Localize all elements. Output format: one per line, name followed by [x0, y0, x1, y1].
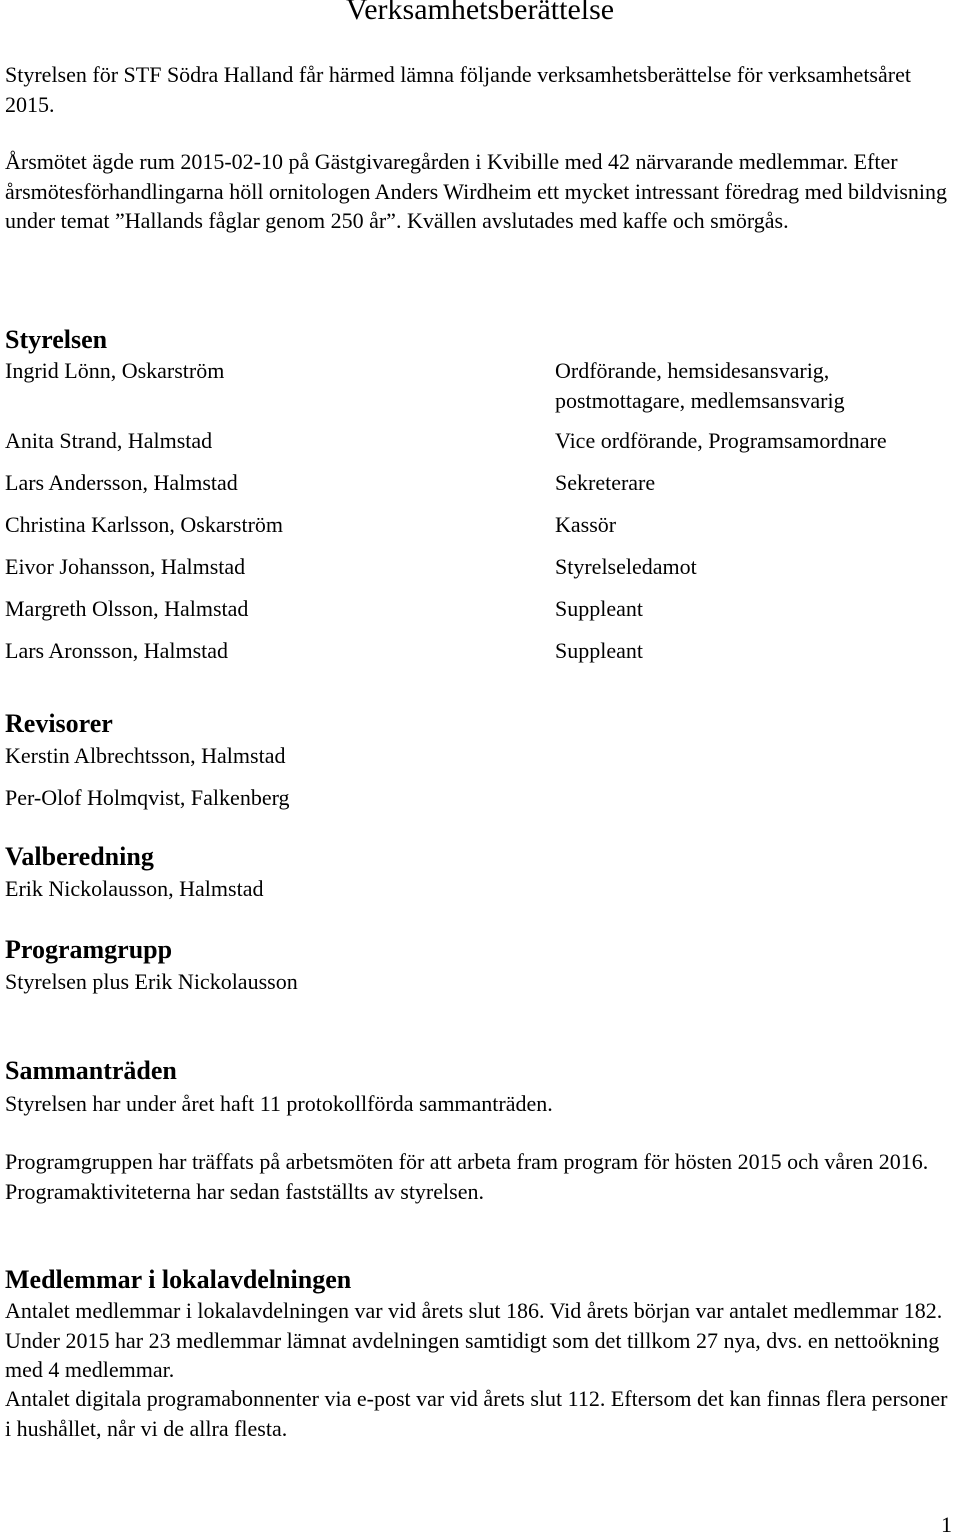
board-member-role: Styrelseledamot — [555, 554, 697, 579]
auditors-heading: Revisorer — [5, 709, 113, 738]
board-member-name: Lars Andersson, Halmstad — [5, 470, 238, 495]
program-group-heading: Programgrupp — [5, 935, 173, 964]
page-number: 1 — [941, 1512, 952, 1537]
board-member-name: Christina Karlsson, Oskarström — [5, 512, 284, 537]
meetings-paragraph-2: Programgruppen har träffats på arbetsmöten för att arbeta fram program för hösten 2015 och våren 2016. Programaktiviteterna har sedan fastställts av styrelsen. — [5, 1149, 929, 1204]
annual-meeting-paragraph: Årsmötet ägde rum 2015-02-10 på Gästgivaregården i Kvibille med 42 närvarande medlemmar. Efter årsmötesförhandlingarna höll ornitologen Anders Wirdheim ett mycket intressant föredrag med bildvisning under temat ”Hallands fåglar genom 250 år”. Kvällen avslutades med kaffe och smörgås. — [5, 149, 948, 233]
board-member-name: Anita Strand, Halmstad — [5, 428, 213, 453]
board-member-role: Ordförande, hemsidesansvarig, postmottagare, medlemsansvarig — [555, 358, 845, 413]
meetings-paragraph-1: Styrelsen har under året haft 11 protokollförda sammanträden. — [5, 1091, 553, 1116]
board-member-role: Vice ordförande, Programsamordnare — [555, 428, 887, 453]
board-member-name: Ingrid Lönn, Oskarström — [5, 358, 225, 383]
nomination-item: Erik Nickolausson, Halmstad — [5, 876, 264, 901]
meetings-heading: Sammanträden — [5, 1056, 177, 1085]
board-member-role: Suppleant — [555, 638, 643, 663]
members-paragraph-1: Antalet medlemmar i lokalavdelningen var vid årets slut 186. Vid årets början var antalet medlemmar 182. Under 2015 har 23 medlemmar lämnat avdelningen samtidigt som det tillkom 27 nya, dvs. en nettoökning med 4 medlemmar. — [5, 1298, 943, 1382]
board-heading: Styrelsen — [5, 325, 108, 354]
document-title: Verksamhetsberättelse — [345, 0, 615, 26]
program-group-item: Styrelsen plus Erik Nickolausson — [5, 969, 298, 994]
intro-paragraph: Styrelsen för STF Södra Halland får härmed lämna följande verksamhetsberättelse för verksamhetsåret 2015. — [5, 62, 911, 117]
board-member-role: Suppleant — [555, 596, 643, 621]
nomination-heading: Valberedning — [5, 842, 154, 871]
board-member-role: Kassör — [555, 512, 617, 537]
board-member-name: Lars Aronsson, Halmstad — [5, 638, 229, 663]
auditor-item: Kerstin Albrechtsson, Halmstad — [5, 743, 286, 768]
members-paragraph-2: Antalet digitala programabonnenter via e-post var vid årets slut 112. Eftersom det kan finnas flera personer i hushållet, når vi de allra flesta. — [5, 1386, 948, 1441]
members-heading: Medlemmar i lokalavdelningen — [5, 1265, 352, 1294]
auditor-item: Per-Olof Holmqvist, Falkenberg — [5, 785, 290, 810]
board-member-role: Sekreterare — [555, 470, 656, 495]
board-member-name: Eivor Johansson, Halmstad — [5, 554, 246, 579]
board-member-name: Margreth Olsson, Halmstad — [5, 596, 249, 621]
